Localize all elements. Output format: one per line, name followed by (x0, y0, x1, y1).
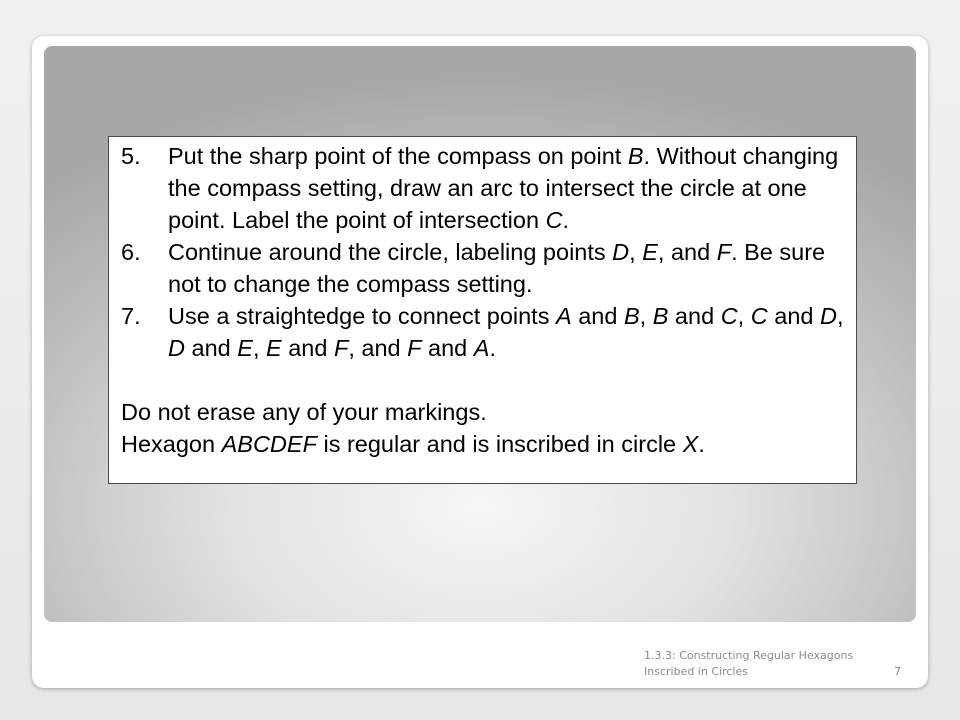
step-number: 5. (121, 143, 141, 169)
italic-point-label: B (627, 143, 644, 169)
step-item (121, 236, 846, 300)
step-number: 7. (121, 303, 141, 329)
step-item (121, 140, 846, 236)
footer-lesson-title: 1.3.3: Constructing Regular Hexagons Inscribed in Circles (644, 649, 854, 678)
italic-point-label: D (612, 239, 630, 265)
closing-note: Do not erase any of your markings. (121, 399, 487, 425)
construction-steps-list (121, 140, 846, 364)
step-item (121, 300, 846, 364)
italic-point-label: A (473, 335, 490, 361)
italic-point-label: E (237, 335, 253, 361)
conclusion-statement: Hexagon ABCDEF is regular and is inscribed in circle X. (121, 431, 705, 457)
italic-point-label: C (750, 303, 768, 329)
step-number: 6. (121, 239, 141, 265)
italic-point-label: F (407, 335, 422, 361)
italic-point-label: C (720, 303, 738, 329)
italic-point-label: C (545, 207, 563, 233)
slide-frame (32, 36, 928, 688)
italic-point-label: D (820, 303, 837, 329)
slide-page-number: 7 (894, 665, 901, 678)
italic-point-label: E (266, 335, 282, 361)
italic-point-label: D (168, 335, 185, 361)
italic-point-label: B (652, 303, 669, 329)
italic-point-label: X (682, 431, 699, 457)
italic-point-label: ABCDEF (221, 431, 317, 457)
step-text: Put the sharp point of the compass on point B. Without changing the compass setting, draw an arc to intersect the circle at one point. Label the point of intersection C. (168, 143, 839, 233)
italic-point-label: E (642, 239, 658, 265)
italic-point-label: A (556, 303, 572, 329)
step-text: Continue around the circle, labeling points D, E, and F. Be sure not to change the compass setting. (168, 239, 826, 297)
paragraph-spacer (121, 364, 846, 396)
slide-content-panel (44, 46, 916, 622)
step-text: Use a straightedge to connect points A and B, B and C, C and D, D and E, E and F, and F and A. (168, 303, 844, 361)
italic-point-label: F (716, 239, 732, 265)
italic-point-label: B (623, 303, 640, 329)
italic-point-label: F (333, 335, 349, 361)
instructions-text-box (108, 136, 857, 484)
